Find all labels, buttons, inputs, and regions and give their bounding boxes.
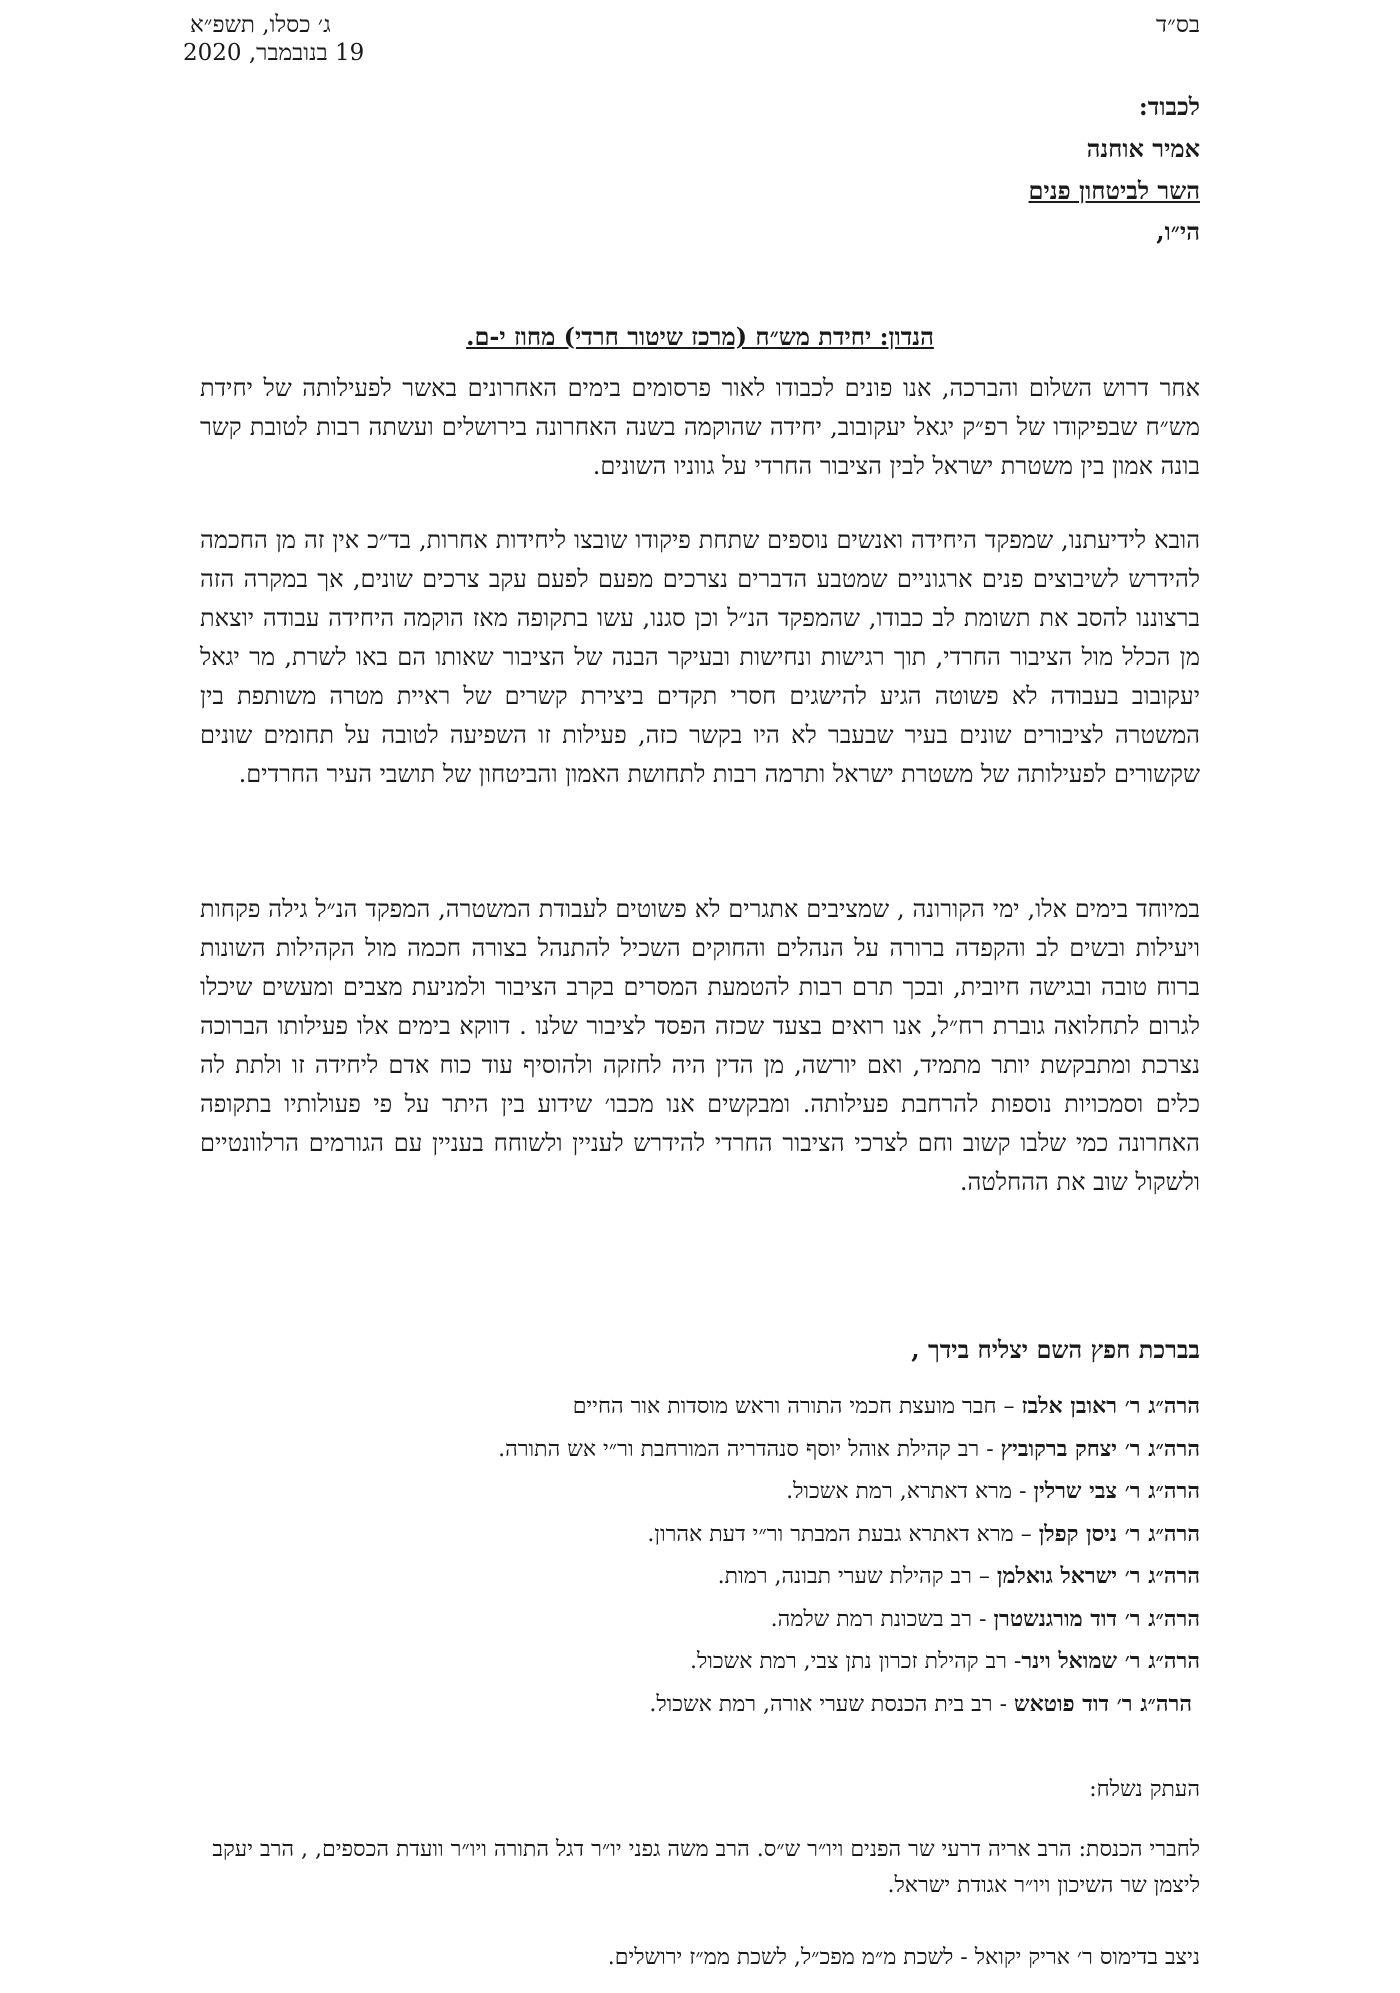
signer-item	[200, 1393, 1200, 1436]
signer-role: - רב קהילת אוהל יוסף סנהדריה המורחבת ור״י אש התורה.	[498, 1436, 1001, 1462]
copy-label: העתק נשלח:	[1089, 1777, 1200, 1802]
signer-name: הרה״ג ר׳ דוד מורגנשטרן	[993, 1605, 1200, 1632]
signers-list	[200, 1393, 1200, 1733]
signer-role: – מרא דאתרא גבעת המבתר ור״י דעת אהרון.	[647, 1521, 1039, 1547]
addressee-title: השר לביטחון פנים	[1028, 176, 1200, 205]
signer-role: – רב קהילת שערי תבונה, רמות.	[717, 1564, 997, 1589]
addressee-to: לכבוד:	[1138, 92, 1200, 121]
signer-item	[200, 1648, 1200, 1691]
signer-name: הרה״ג ר׳ שמואל וינר	[1021, 1648, 1200, 1674]
signer-name: הרה״ג ר׳ יצחק ברקוביץ	[1000, 1435, 1200, 1462]
signer-item	[200, 1436, 1200, 1479]
signer-role: - רב בית הכנסת שערי אורה, רמת אשכול.	[649, 1691, 1015, 1717]
signer-name: הרה״ג ר׳ ניסן קפלן	[1038, 1520, 1200, 1547]
signer-name: הרה״ג ר׳ ישראל גואלמן	[996, 1563, 1200, 1589]
signer-role: - רב קהילת זכרון נתן צבי, רמת אשכול.	[689, 1649, 1022, 1674]
blessing-line: בברכת חפץ השם יצליח בידך ,	[911, 1335, 1200, 1364]
hebrew-date: ג׳ כסלו, תשפ״א	[190, 12, 331, 38]
addressee-suffix: הי״ו,	[1156, 217, 1200, 246]
signer-item	[200, 1563, 1200, 1606]
gregorian-date: 19 בנובמבר, 2020	[183, 40, 365, 66]
paragraph-corona: במיוחד בימים אלו, ימי הקורונה , שמציבים אתגרים לא פשוטים לעבודת המשטרה, המפקד הנ״ל גילה פקחות ויעילות ובשים לב והקפדה ברורה על הנהלים והחוקים השכיל להתנהל בצורה חכמה מול הקהילות השונות ברוח טובה ובגישה חיובית, ובכך תרם רבות להטמעת המסרים בקרב הציבור ולמניעת מצבים ומעשים שיכלו לגרום לתחלואה גוברת רח״ל, אנו רואים בצעד שכזה הפסד לציבור שלנו . דווקא בימים אלו פעילותו הברוכה נצרכת ומתבקשת יותר מתמיד, ואם יורשה, מן הדין היה לחזקה ולהוסיף עוד כוח אדם ליחידה זו ולתת לה כלים וסמכויות נוספות להרחבת פעילותה. ומבקשים אנו מכבו׳ שידוע בין היתר על פי פעולותיו בתקופה האחרונה כמי שלבו קשוב וחם לצרכי הציבור החרדי להידרש לעניין ולשוחח בעניין עם הגורמים הרלוונטיים ולשקול שוב את ההחלטה.	[200, 895, 1200, 1196]
signer-item	[200, 1691, 1200, 1734]
signer-name: הרה״ג ר׳ צבי שרלין	[1033, 1478, 1200, 1504]
signer-item	[200, 1606, 1200, 1649]
paragraph-intro: אחר דרוש השלום והברכה, אנו פונים לכבודו לאור פרסומים בימים האחרונים באשר לפעילותה של יחידת מש״ח שבפיקודו של רפ״ק יגאל יעקובוב, יחידה שהוקמה בשנה האחרונה בירושלים ועשתה רבות לטובת קשר בונה אמון בין משטרת ישראל לבין הציבור החרדי על גווניו השונים.	[200, 374, 1201, 480]
signer-item	[200, 1478, 1200, 1521]
signer-role: – חבר מועצת חכמי התורה וראש מוסדות אור החיים	[572, 1394, 1022, 1419]
signer-item	[200, 1521, 1200, 1564]
copy-police: ניצב בדימוס ר׳ אריק יקואל - לשכת מ״מ מפכ״ל, לשכת ממ״ז ירושלים.	[607, 1945, 1200, 1970]
paragraph-unit-background: הובא לידיעתנו, שמפקד היחידה ואנשים נוספים שתחת פיקודו שובצו ליחידות אחרות, בד״כ אין זה מן החכמה להידרש לשיבוצים פנים ארגוניים שמטבע הדברים נצרכים מפעם לפעם עקב צרכים שונים, אך במקרה הזה ברצוננו להסב את תשומת לב כבודו, שהמפקד הנ״ל וכן סגנו, עשו בתקופה מאז הוקמה היחידה עבודה יוצאת מן הכלל מול הציבור החרדי, תוך רגישות ונחישות ובעיקר הבנה של הציבור שאותו הם באו לשרת, מר יגאל יעקובוב בעבודה לא פשוטה הגיע להישגים חסרי תקדים ביצירת קשרים של ראיית מטרה משותפת בין המשטרה לציבורים שונים בעיר שבעבר לא היו בקשר כזה, פעילות זו השפיעה לטובה על תחומים שונים שקשורים לפעילותה של משטרת ישראל ותרמה רבות לתחושת האמון והביטחון של תושבי העיר החרדים.	[200, 526, 1200, 788]
copy-knesset-members: לחברי הכנסת: הרב אריה דרעי שר הפנים ויו״ר ש״ס. הרב משה גפני יו״ר דגל התורה ויו״ר וועדת הכספים, , הרב יעקב ליצמן שר השיכון ויו״ר אגודת ישראל.	[212, 1837, 1200, 1898]
addressee-name: אמיר אוחנה	[1086, 134, 1200, 163]
signer-role: - רב בשכונת רמת שלמה.	[770, 1606, 994, 1632]
subject-line: הנדון: יחידת מש״ח (מרכז שיטור חרדי) מחוז י-ם.	[466, 322, 934, 351]
signer-name: הרה״ג ר׳ דוד פוטאש	[1014, 1690, 1192, 1717]
signer-role: - מרא דאתרא, רמת אשכול.	[786, 1479, 1034, 1504]
signer-name: הרה״ג ר׳ ראובן אלבז	[1021, 1393, 1200, 1419]
bsd-header: בס״ד	[1156, 12, 1200, 38]
